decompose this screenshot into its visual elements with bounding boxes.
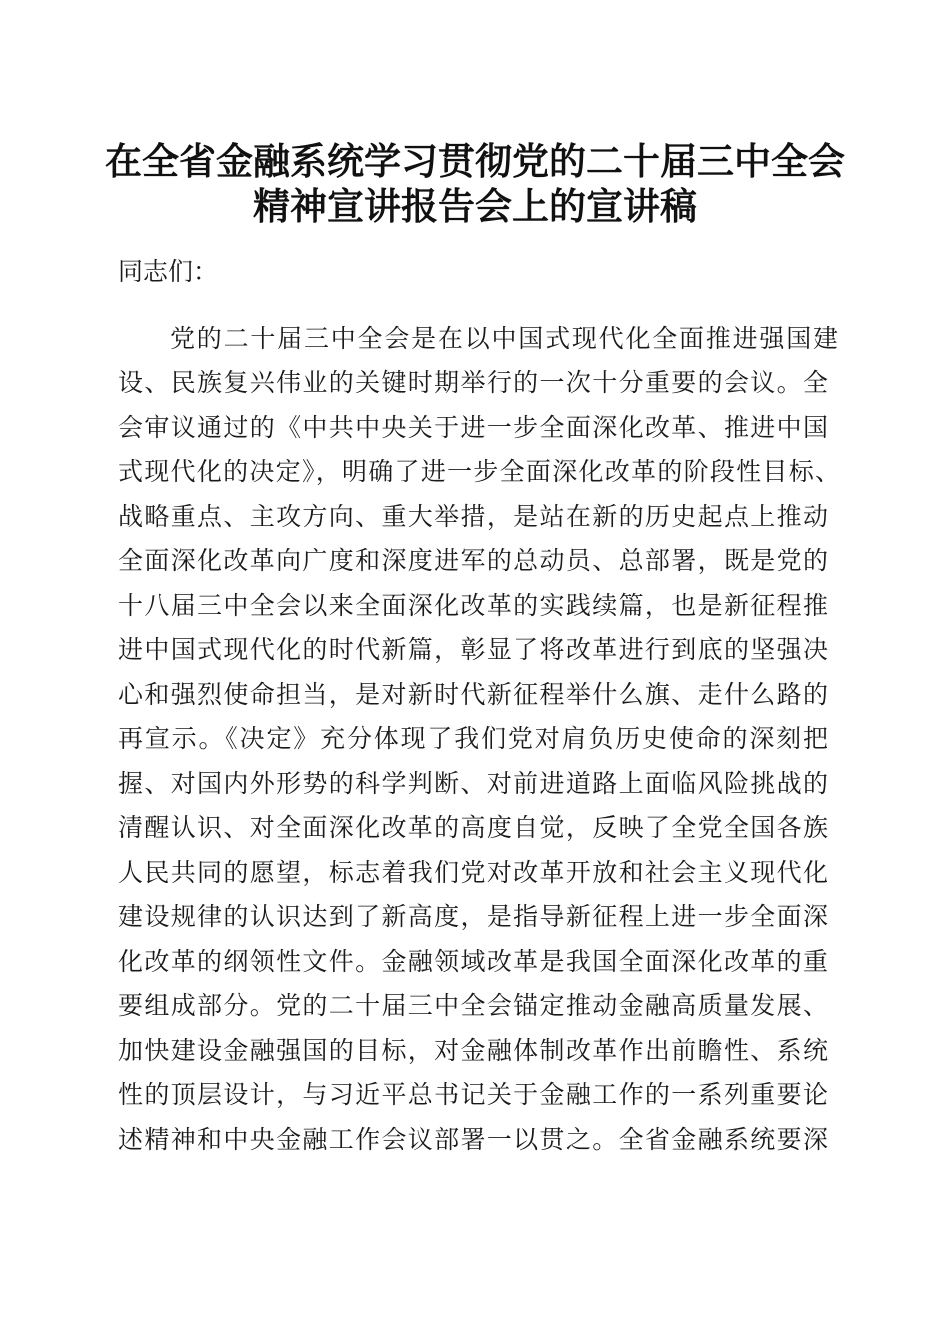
paragraph-line: 式现代化的决定》，明确了进一步全面深化改革的阶段性目标、	[118, 457, 840, 486]
paragraph-line: 述精神和中央金融工作会议部署一以贯之。全省金融系统要深	[118, 1125, 828, 1154]
paragraph-line: 要组成部分。党的二十届三中全会锚定推动金融高质量发展、	[118, 991, 828, 1020]
paragraph-line: 战略重点、主攻方向、重大举措，是站在新的历史起点上推动	[118, 502, 828, 531]
paragraph-line: 清醒认识、对全面深化改革的高度自觉，反映了全党全国各族	[118, 813, 828, 842]
paragraph-line: 会审议通过的《中共中央关于进一步全面深化改革、推进中国	[118, 413, 828, 442]
paragraph-line: 进中国式现代化的时代新篇，彰显了将改革进行到底的坚强决	[118, 635, 828, 664]
document-title-line-1: 在全省金融系统学习贯彻党的二十届三中全会	[105, 139, 845, 183]
paragraph-line: 加快建设金融强国的目标，对金融体制改革作出前瞻性、系统	[118, 1036, 828, 1065]
salutation: 同志们：	[118, 257, 219, 286]
paragraph-line: 十八届三中全会以来全面深化改革的实践续篇，也是新征程推	[118, 591, 828, 620]
document-title-line-2: 精神宣讲报告会上的宣讲稿	[253, 184, 697, 228]
paragraph-line: 性的顶层设计，与习近平总书记关于金融工作的一系列重要论	[118, 1080, 828, 1109]
paragraph-line: 握、对国内外形势的科学判断、对前进道路上面临风险挑战的	[118, 769, 828, 798]
paragraph-line: 建设规律的认识达到了新高度，是指导新征程上进一步全面深	[118, 902, 828, 931]
paragraph-line: 设、民族复兴伟业的关键时期举行的一次十分重要的会议。全	[118, 368, 828, 397]
paragraph-line: 心和强烈使命担当，是对新时代新征程举什么旗、走什么路的	[118, 680, 828, 709]
paragraph-line: 党的二十届三中全会是在以中国式现代化全面推进强国建	[170, 324, 838, 353]
paragraph-line: 化改革的纲领性文件。金融领域改革是我国全面深化改革的重	[118, 947, 828, 976]
paragraph-line: 再宣示。《决定》充分体现了我们党对肩负历史使命的深刻把	[118, 724, 828, 753]
paragraph-line: 全面深化改革向广度和深度进军的总动员、总部署，既是党的	[118, 546, 828, 575]
paragraph-line: 人民共同的愿望，标志着我们党对改革开放和社会主义现代化	[118, 858, 828, 887]
